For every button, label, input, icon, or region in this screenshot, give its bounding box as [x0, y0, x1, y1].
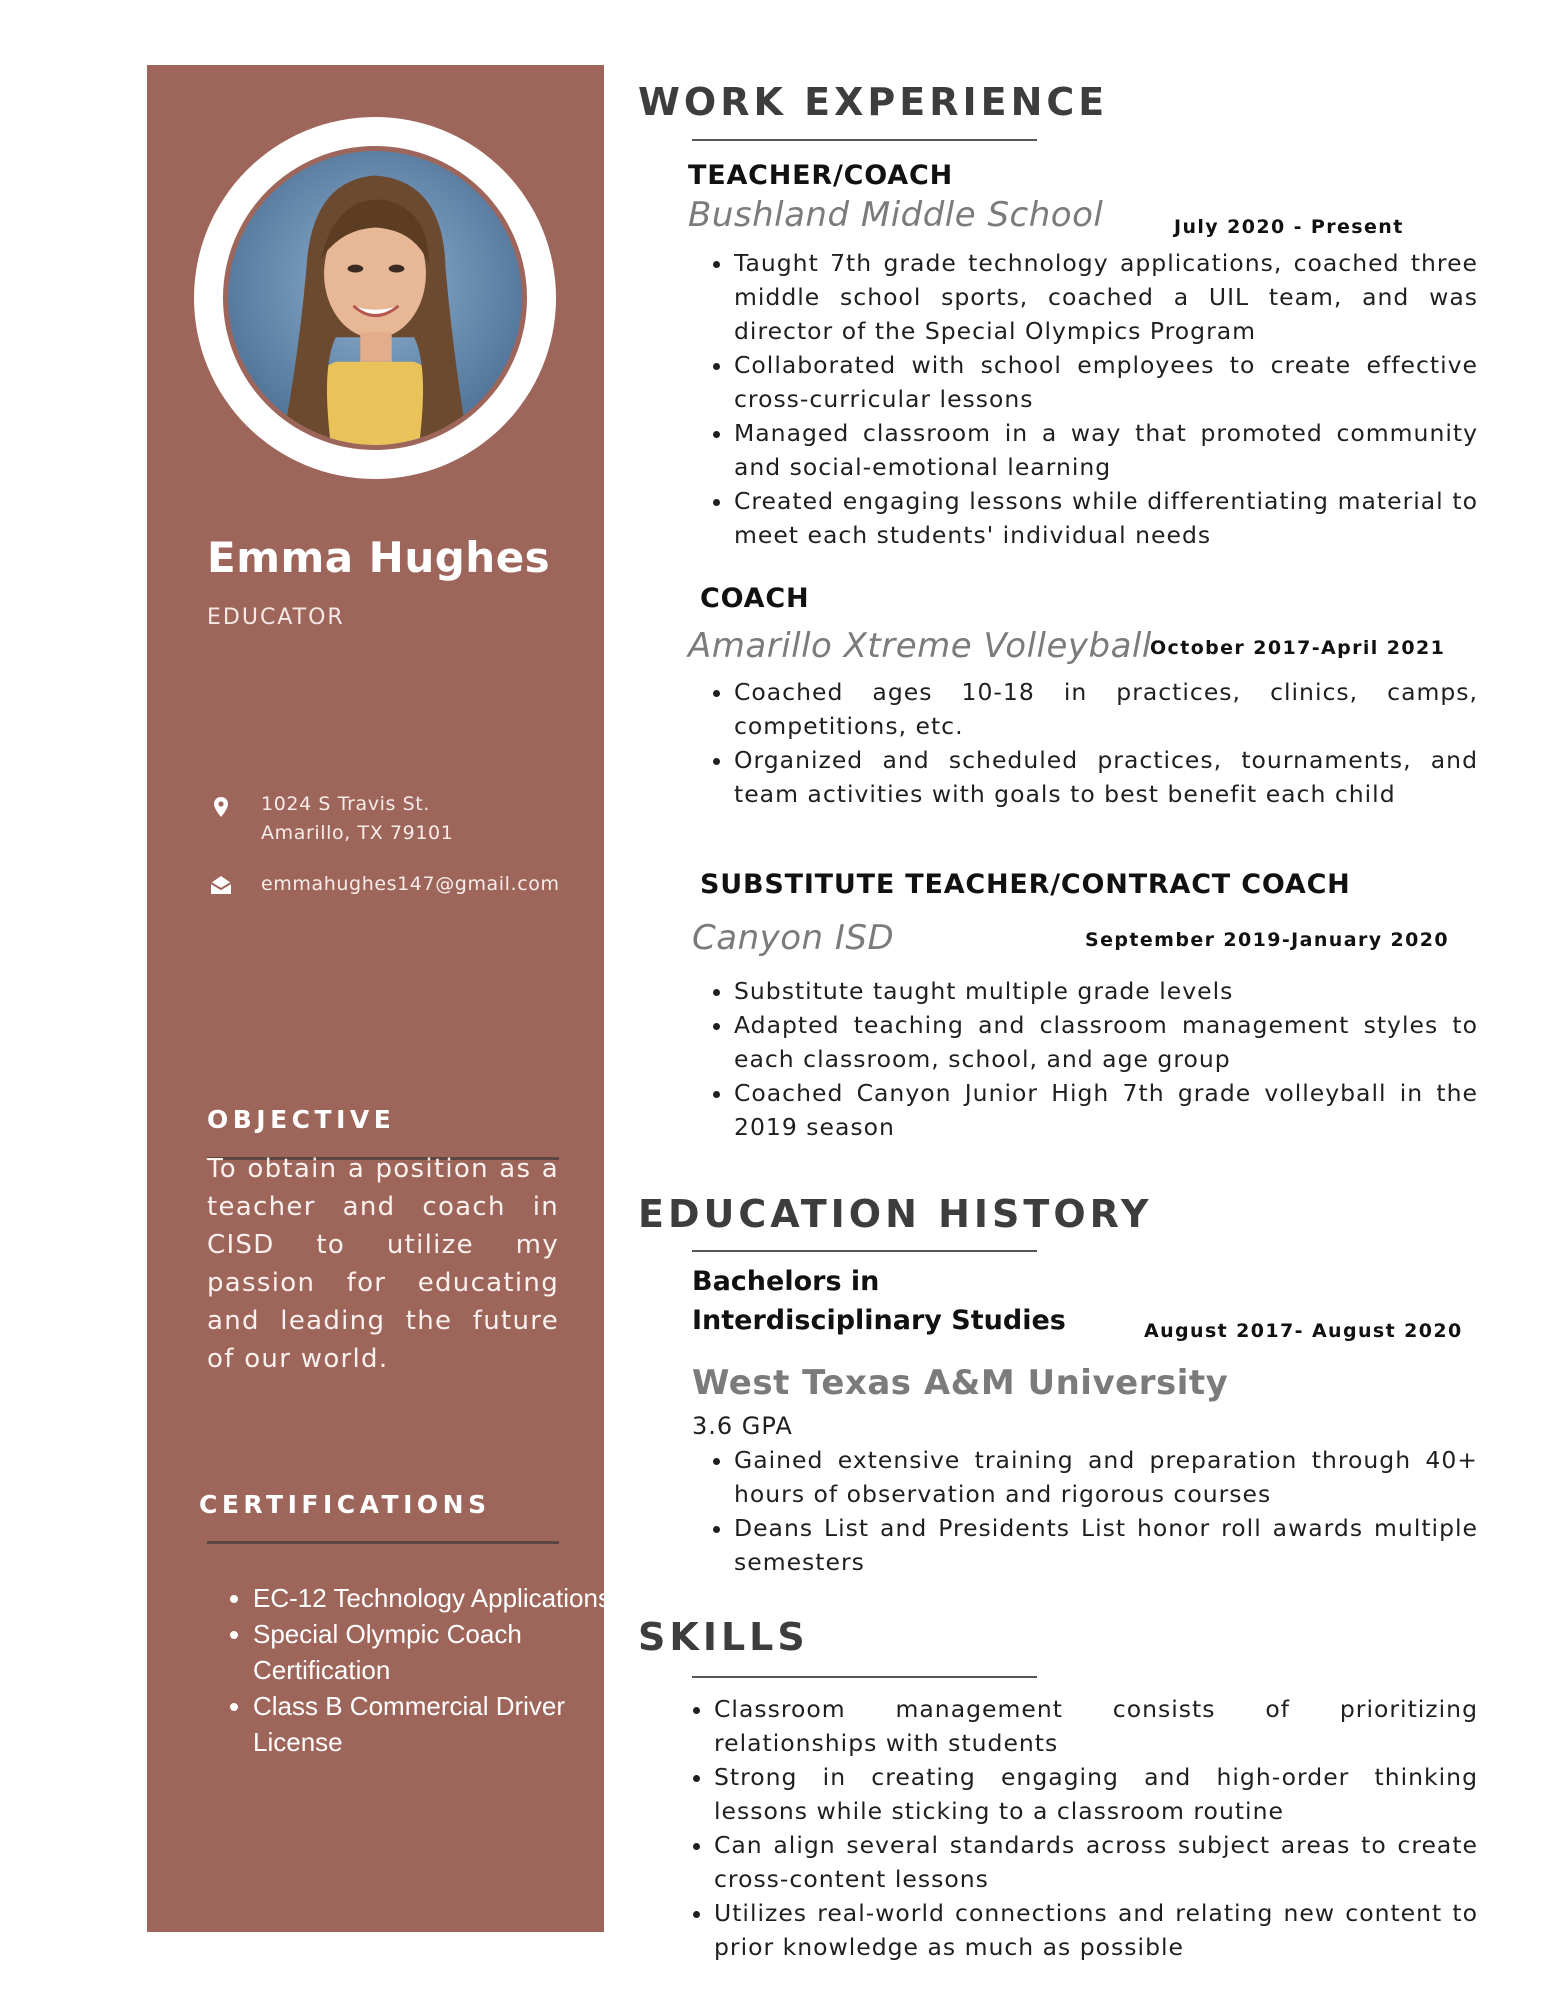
list-item: • Class B Commercial Driver License: [253, 1688, 623, 1760]
degree-line-2: Interdisciplinary Studies: [692, 1305, 1066, 1336]
list-item: • Utilizes real-world connections and relating new content to prior knowledge as much as possible: [714, 1896, 1478, 1964]
job-dates: July 2020 - Present: [1174, 216, 1404, 238]
employer-name: Canyon ISD: [692, 918, 895, 958]
education-bullets: [692, 1443, 1478, 1579]
skills-list: [672, 1692, 1478, 1964]
job-dates: October 2017-April 2021: [1150, 637, 1446, 659]
skills-heading: SKILLS: [638, 1615, 809, 1659]
job-title: SUBSTITUTE TEACHER/CONTRACT COACH: [700, 869, 1351, 900]
list-item: • Classroom management consists of prioritizing relationships with students: [714, 1692, 1478, 1760]
list-item: • Managed classroom in a way that promoted community and social-emotional learning: [734, 416, 1478, 484]
candidate-name: Emma Hughes: [207, 533, 551, 582]
education-divider: [692, 1250, 1037, 1252]
list-item: • Collaborated with school employees to create effective cross-curricular lessons: [734, 348, 1478, 416]
education-heading: EDUCATION HISTORY: [638, 1192, 1153, 1236]
work-experience-heading: WORK EXPERIENCE: [638, 80, 1109, 124]
degree-line-1: Bachelors in: [692, 1266, 880, 1297]
job-bullets: [692, 246, 1478, 552]
candidate-role: EDUCATOR: [207, 605, 345, 630]
list-item: • Strong in creating engaging and high-order thinking lessons while sticking to a classroom routine: [714, 1760, 1478, 1828]
job-bullets: [692, 974, 1478, 1144]
address-line-1: 1024 S Travis St.: [261, 793, 430, 815]
job-bullets: [692, 675, 1478, 811]
education-dates: August 2017- August 2020: [1144, 1320, 1463, 1342]
list-item: • Coached ages 10-18 in practices, clinics, camps, competitions, etc.: [734, 675, 1478, 743]
address-line-2: Amarillo, TX 79101: [261, 822, 454, 844]
work-experience-divider: [692, 139, 1037, 141]
gpa: 3.6 GPA: [692, 1412, 793, 1440]
list-item: • Organized and scheduled practices, tournaments, and team activities with goals to best benefit each child: [734, 743, 1478, 811]
skills-divider: [692, 1676, 1037, 1678]
list-item: • Substitute taught multiple grade levels: [734, 974, 1478, 1008]
school-name: West Texas A&M University: [692, 1363, 1229, 1403]
list-item: • Gained extensive training and preparation through 40+ hours of observation and rigorous courses: [734, 1443, 1478, 1511]
job-title: TEACHER/COACH: [688, 160, 954, 191]
job-title: COACH: [700, 583, 810, 614]
list-item: • Adapted teaching and classroom management styles to each classroom, school, and age group: [734, 1008, 1478, 1076]
list-item: • Deans List and Presidents List honor roll awards multiple semesters: [734, 1511, 1478, 1579]
job-dates: September 2019-January 2020: [1085, 929, 1449, 951]
objective-heading: OBJECTIVE: [207, 1105, 396, 1134]
list-item: • EC-12 Technology Applications: [253, 1580, 623, 1616]
list-item: • Special Olympic Coach Certification: [253, 1616, 623, 1688]
email-address[interactable]: emmahughes147@gmail.com: [261, 873, 560, 895]
employer-name: Amarillo Xtreme Volleyball: [688, 626, 1152, 666]
employer-name: Bushland Middle School: [688, 195, 1104, 235]
list-item: • Created engaging lessons while differentiating material to meet each students' individual needs: [734, 484, 1478, 552]
degree-name: [692, 1262, 1066, 1340]
objective-text: To obtain a position as a teacher and coach in CISD to utilize my passion for educating and leading the future of our world.: [207, 1154, 559, 1374]
certifications-heading: CERTIFICATIONS: [199, 1490, 491, 1519]
list-item: • Coached Canyon Junior High 7th grade volleyball in the 2019 season: [734, 1076, 1478, 1144]
list-item: • Can align several standards across subject areas to create cross-content lessons: [714, 1828, 1478, 1896]
list-item: • Taught 7th grade technology applications, coached three middle school sports, coached a UIL team, and was director of the Special Olympics Program: [734, 246, 1478, 348]
